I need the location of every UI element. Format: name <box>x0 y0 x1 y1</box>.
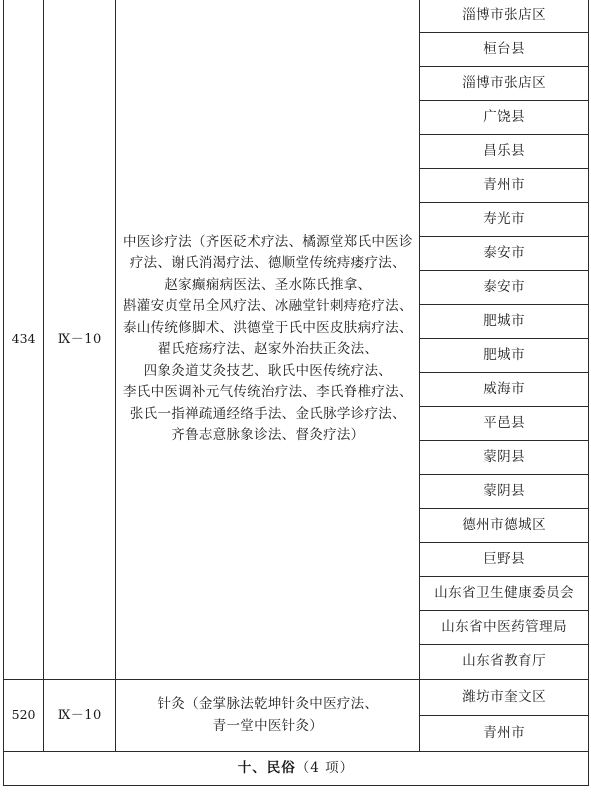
protection-unit: 广饶县 <box>420 101 589 135</box>
project-name-text <box>122 232 413 447</box>
project-name-line: 青一堂中医针灸） <box>212 717 324 734</box>
protection-unit: 肥城市 <box>420 339 589 373</box>
project-name-line: 赵家癫痫病医法、圣水陈氏推拿、 <box>164 276 372 293</box>
category-code: Ⅸ－10 <box>44 680 116 752</box>
item-number: 434 <box>4 0 44 680</box>
project-name-line: 针灸（金掌脉法乾坤针灸中医疗法、 <box>157 696 379 712</box>
section-header-row <box>4 752 589 786</box>
protection-unit: 肥城市 <box>420 305 589 339</box>
protection-unit: 山东省中医药管理局 <box>420 611 589 645</box>
section-count: （4 项） <box>295 759 355 776</box>
project-name-line: 翟氏疮疡疗法、赵家外治扶正灸法、 <box>157 341 379 357</box>
protection-unit: 潍坊市奎文区 <box>420 680 589 716</box>
protection-unit: 泰安市 <box>420 237 589 271</box>
protection-unit: 泰安市 <box>420 271 589 305</box>
protection-unit: 德州市德城区 <box>420 509 589 543</box>
protection-unit: 蒙阴县 <box>420 475 589 509</box>
section-title: 十、民俗 <box>237 759 296 776</box>
item-520-row <box>4 680 589 716</box>
project-name-line: 四象灸道艾灸技艺、耿氏中医传统疗法、 <box>143 362 393 379</box>
heritage-table <box>3 0 589 786</box>
protection-unit: 淄博市张店区 <box>420 67 589 101</box>
project-name-line: 李氏中医调补元气传统治疗法、李氏脊椎疗法、 <box>122 384 413 400</box>
project-name-line: 疗法、谢氏消渴疗法、德顺堂传统痔瘘疗法、 <box>129 255 406 271</box>
project-name-text <box>122 694 413 737</box>
project-name-line: 中医诊疗法（齐医砭术疗法、橘源堂郑氏中医诊 <box>122 233 413 250</box>
protection-unit: 山东省教育厅 <box>420 645 589 680</box>
item-434-row <box>4 0 589 33</box>
project-name <box>116 0 420 680</box>
project-name <box>116 680 420 752</box>
item-number: 520 <box>4 680 44 752</box>
section-header <box>4 752 589 786</box>
protection-unit: 桓台县 <box>420 33 589 67</box>
protection-unit: 巨野县 <box>420 543 589 577</box>
protection-unit: 青州市 <box>420 169 589 203</box>
protection-unit: 平邑县 <box>420 407 589 441</box>
protection-unit: 青州市 <box>420 716 589 752</box>
project-name-line: 泰山传统修脚术、洪德堂于氏中医皮肤病疗法、 <box>122 319 413 336</box>
project-name-line: 斟灌安贞堂吊全风疗法、冰融堂针刺痔疮疗法、 <box>122 298 413 314</box>
protection-unit: 寿光市 <box>420 203 589 237</box>
protection-unit: 淄博市张店区 <box>420 0 589 33</box>
protection-unit: 山东省卫生健康委员会 <box>420 577 589 611</box>
protection-unit: 蒙阴县 <box>420 441 589 475</box>
protection-unit: 威海市 <box>420 373 589 407</box>
project-name-line: 齐鲁志意脉象诊法、督灸疗法） <box>171 427 365 443</box>
protection-unit: 昌乐县 <box>420 135 589 169</box>
category-code: Ⅸ－10 <box>44 0 116 680</box>
project-name-line: 张氏一指禅疏通经络手法、金氏脉学诊疗法、 <box>129 405 406 422</box>
